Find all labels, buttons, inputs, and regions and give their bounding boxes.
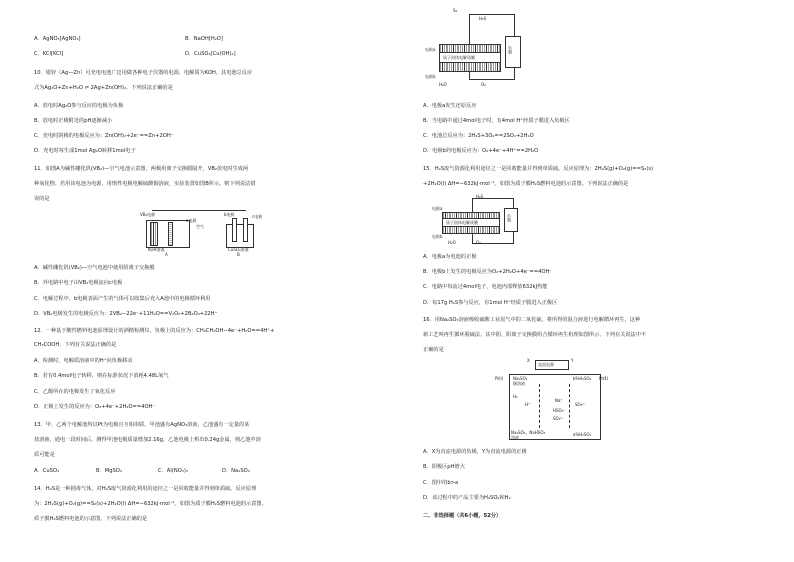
fig-label: 电极a [425,47,436,52]
fig-label: O₂ [476,240,481,245]
fig-label: A [165,252,168,257]
left-text-line: D．Na₂SO₄ [222,468,250,474]
fig-label: B [237,252,240,257]
left-text-line: A．放电时Ag₂O参与反应的电极为负极 [34,103,124,109]
load-label: 负载 [507,214,512,222]
left-text-line: CH₃COOH，下列有关说法正确的是 [34,342,117,348]
right-text-line: D．电极b的电极反应为：O₂+4e⁻+4H⁺==2H₂O [423,148,539,154]
right-text-line: A．X为直流电源的负极，Y为直流电源的正极 [423,449,527,455]
fig-label: Pt(Ⅱ) [599,376,609,381]
fig-label: H⁺ [525,402,531,407]
fig-label: H₂O [439,82,447,87]
left-text-line: D．正极上发生的反应为：O₂+4e⁻+2H₂O==4OH⁻ [34,404,156,410]
fig-label: Na₂SO₃、NaHSO₃ [511,430,546,435]
left-text-line: 质可能是 [34,452,55,458]
x-label: X [527,358,530,363]
right-text-line: 正确的是 [423,347,444,353]
left-text-line: C．充电时阴极的电极反应为：Zn(OH)₂+2e⁻==Zn+2OH⁻ [34,133,174,139]
left-column [0,0,385,562]
left-text-line: B．外电路中电子由VB₂电极流向c电极 [34,280,123,286]
left-text-line: 盐溶液，通电一段时间后，测得甲池电极质量增加2.16g，乙池电极上析出0.24g金属，则乙池中溶 [34,437,261,443]
cell-b [226,224,254,248]
left-text-line: 12．一种基于酸性燃料电池原理设计的酒精检测仪，负极上的反应为：CH₃CH₂OH−4e⁻+H₂O==4H⁺+ [34,328,275,334]
fig-label: S₂ [453,8,458,13]
fig-label: H₂S [476,194,484,199]
figure-q15 [432,194,518,248]
wire-top [152,210,246,211]
b-electrode [232,218,237,242]
fig-label: H₂O [448,240,456,245]
fig-label: H₂ [513,394,518,399]
left-text-line: 质子膜H₂S燃料电池的示意图。下列说法正确的是 [34,516,148,522]
membrane-right [569,384,570,428]
right-text-line: A．电极a发生还原反应 [423,103,477,109]
left-text-line: A．AgNO₃[AgNO₃] [34,36,81,42]
left-text-line: B．MgSO₄ [96,468,122,474]
figure-q14 [425,2,521,96]
right-text-line: 16．用Na₂SO₃溶液吸收硫酸工业尾气中的二氧化硫，将所得的混合液进行电解循环再生，这种 [423,317,641,323]
right-text-line: B．电极b上发生的电极反应为O₂+2H₂O+4e⁻==4OH⁻ [423,269,553,275]
fig-label: HSO₃⁻ [553,408,566,413]
left-text-line: 式为Ag₂O+Zn+H₂O ⇌ 2Ag+Zn(OH)₂，下列说法正确的是 [34,85,173,91]
right-text-line: C．电池总反应为：2H₂S+3O₂==2SO₂+2H₂O [423,133,534,139]
membrane-left [539,384,540,428]
left-text-line: B．NaOH[H₂O] [185,36,223,42]
left-text-line: D．充电时每生成1mol Ag₂O转移1mol电子 [34,148,136,154]
fig-label: 溶液 [511,435,519,440]
right-text-line: D．每17g H₂S参与反应，有1mol H⁺经质子膜进入正极区 [423,300,558,306]
left-text-line: A．碱性硼化钒(VB₂)—空气电池中使用阴离子交换膜 [34,265,155,271]
y-label: Y [571,358,574,363]
fig-label: c电极 [252,214,263,219]
fig-label: CuSO₄溶液 [228,247,249,252]
fig-label: 电极b [425,74,436,79]
electrode-b [439,62,501,72]
left-text-line: B．若有0.4mol电子转移，则在标准状况下消耗4.48L氧气 [34,373,169,379]
right-text-line: 二、非选择题（共6小题，52分） [423,513,502,519]
left-text-line: C．KCl[KCl] [34,51,64,57]
right-text-line: C．图中的b>a [423,480,459,486]
right-text-line: 15．H₂S废气资源化利用途径之一是回收能量并得到单质硫。反应原理为：2H₂S(g)+O₂(g)==S₂(s) [423,166,654,172]
vb2-electrode [150,222,158,246]
fig-label: 电极a [432,206,443,211]
fig-label: Na⁺ [555,398,563,403]
electrode-b [442,226,500,234]
fig-label: H₂S [479,16,487,21]
fig-label: Na₂SO₃ [513,376,528,381]
membrane-label: 质子固体电解质膜 [443,55,475,60]
fig-label: Pt(Ⅰ) [495,376,504,381]
left-text-line: C．乙醇所在的电极发生了氧化反应 [34,389,116,395]
membrane-label: 质子固体电解质膜 [446,220,478,225]
fig-label: 稀溶液 [513,381,525,386]
figure-q11 [140,206,268,256]
fig-label: 电极b [432,234,443,239]
left-text-line: B．放电时正极附近的pH逐渐减小 [34,118,113,124]
right-text-line: +2H₂O(l) ΔH=−632kJ·mol⁻¹。如图为质子膜H₂S燃料电池的示意图。下列说法正确的是 [423,181,629,187]
left-text-line: A．检测时，电解质溶液中的H⁺向负极移动 [34,358,133,364]
fig-label: b电极 [224,212,235,217]
left-text-line: D．VB₂电极发生的电极反应为：2VB₂−22e⁻+11H₂O==V₂O₅+2B₂O₃+22H⁺ [34,311,218,317]
fig-label: SO₃²⁻ [553,416,565,421]
power-label: 直流电源 [538,362,554,367]
c-electrode [243,218,248,242]
ion-exchange-membrane [168,222,173,246]
fig-label: KOH溶液 [148,247,165,252]
left-text-line: A．CuSO₄ [34,468,60,474]
left-text-line: 11．如图A为碱性硼化钒(VB₂)—空气电池示意图，两极用离子交换膜隔开，VB₂放电时生成两 [34,166,249,172]
fig-label: VB₂电极 [140,212,156,217]
right-text-line: B．当电路中通过4mol电子时，有4mol H⁺经质子膜进入负极区 [423,118,570,124]
right-text-line: 新工艺叫再生循环脱硫法。其中阴、阳离子交换膜组合循环再生机理如图所示，下列有关说法中不 [423,332,647,338]
load-label: 负载 [508,46,513,54]
fig-label: b%H₂SO₄ [573,376,592,381]
left-text-line: 为：2H₂S(g)+O₂(g)==S₂(s)+2H₂O(l) ΔH=−632kJ·mol⁻¹。如图为质子膜H₂S燃料电池的示意图。 [34,501,267,507]
fig-label: SO₄²⁻ [575,402,587,407]
fig-label: a%H₂SO₄ [573,432,592,437]
left-text-line: D．CuSO₄[Cu(OH)₂] [185,51,236,57]
left-text-line: 种氧化物。若用该电池为电源，用惰性电极电解硫酸铜溶液，实验装置如图B所示。则下列说法错 [34,181,256,187]
left-text-line: C．电解过程中，b电极表面产生的气体可以收集后充入A池中的电极循环利用 [34,296,211,302]
right-text-line: D．该过程中的产品主要为H₂SO₄和H₂ [423,495,511,501]
right-text-line: C．电路中每流过4mol电子，电池内部释放632kJ热能 [423,284,548,290]
left-text-line: 14．H₂S是一种剧毒气体，对H₂S废气资源化利用的途径之一是回收能量并得到单质硫。反应原理 [34,486,257,492]
fig-label: a电极 [186,218,197,223]
left-text-line: 10．银锌（Ag—Zn）可充电电池广泛用做各种电子仪器的电源，电解质为KOH。其电池总反应 [34,70,253,76]
right-text-line: B．阳极区pH增大 [423,464,465,470]
fig-label: 空气 [196,224,204,229]
figure-q16 [495,358,613,442]
left-text-line: C．Al(NO₃)₃ [158,468,188,474]
fig-label: O₂ [481,82,486,87]
left-text-line: 误的是 [34,196,50,202]
right-text-line: A．电极a为电池的正极 [423,254,477,260]
left-text-line: 13．甲、乙两个电解池均以Pt为电极且互相串联。甲池盛有AgNO₃溶液，乙池盛有一定量的某 [34,422,250,428]
